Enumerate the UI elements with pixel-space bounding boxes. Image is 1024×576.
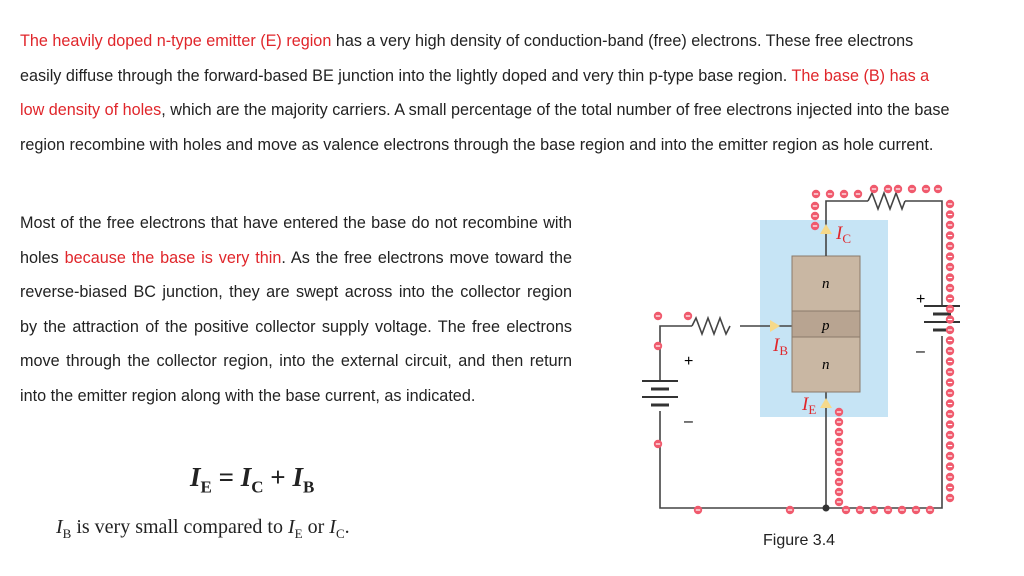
current-equation: $I_E = I_C + I_B$ xyxy=(190,462,315,497)
collector-battery-plus: + xyxy=(916,291,926,308)
ib-label: $I_B$ xyxy=(773,335,788,358)
explanation-text-1: Most of the free electrons that have entered the base do not recombine with holes xyxy=(20,214,572,267)
ground-junction-dot xyxy=(823,505,830,512)
base-current-note: $I_B$ is very small compared to $I_E$ or $I_C$. xyxy=(56,516,350,541)
explanation-paragraph xyxy=(20,206,572,413)
base-battery xyxy=(642,381,678,405)
transistor-circuit-figure xyxy=(640,176,980,521)
intro-paragraph xyxy=(20,24,955,162)
explanation-text-2: . As the free electrons move toward the reverse-biased BC junction, they are swept across into the collector region by the attraction of the positive collector supply voltage. The free electrons move through the collector region, into the external circuit, and then return into the emitter region along with the base current, as indicated. xyxy=(20,248,573,405)
figure-caption: Figure 3.4 xyxy=(763,532,836,549)
collector-resistor xyxy=(868,193,905,209)
collector-battery xyxy=(924,306,960,330)
ie-label: $I_E$ xyxy=(802,394,817,417)
base-battery-minus: – xyxy=(684,413,693,430)
base-p-label: p xyxy=(822,318,830,334)
ic-label: $I_C$ xyxy=(836,223,851,246)
collector-n-label: n xyxy=(822,276,830,292)
emitter-n-label: n xyxy=(822,357,830,373)
intro-text-1: has a very high density of conduction-band (free) electrons. These free electrons easily diffuse through the forward-based BE junction into the lightly doped and very thin p-type base region. xyxy=(20,32,914,85)
thin-base-highlight: because the base is very thin xyxy=(64,248,282,267)
base-battery-plus: + xyxy=(684,353,694,370)
intro-text-2: , which are the majority carriers. A small percentage of the total number of free electrons injected into the base region recombine with holes and move as valence electrons through the base region and into the emitter region as hole current. xyxy=(20,101,950,154)
emitter-highlight: The heavily doped n-type emitter (E) region xyxy=(20,32,332,50)
collector-battery-minus: – xyxy=(916,343,925,360)
base-resistor xyxy=(692,318,730,334)
base-highlight: The base (B) has a low density of holes xyxy=(20,66,930,119)
